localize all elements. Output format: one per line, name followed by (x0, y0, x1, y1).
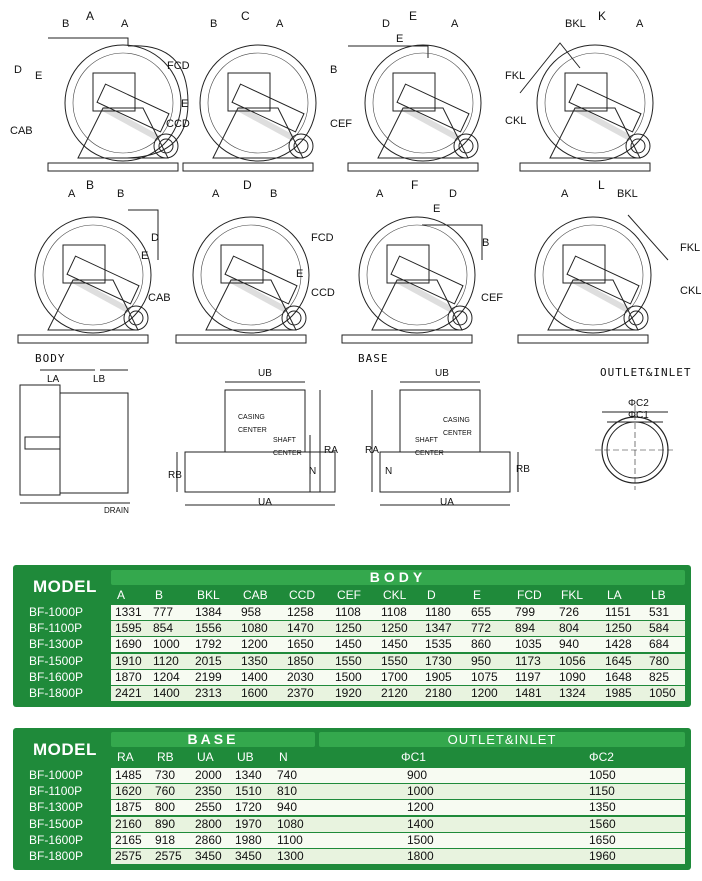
table-cell: 2180 (425, 686, 452, 700)
body-col-header: CKL (383, 588, 407, 602)
body-col-header: D (427, 588, 436, 602)
table-cell: 1428 (605, 637, 632, 652)
dim-c1: ΦC1 (628, 410, 649, 421)
table-cell: 740 (277, 768, 298, 782)
model-cell: BF-1800P (29, 849, 84, 863)
table-cell: 950 (471, 653, 492, 668)
table-cell: 1870 (115, 669, 142, 684)
body-col-header: CAB (243, 588, 268, 602)
dim-a: A (121, 18, 129, 30)
drawing-a (48, 38, 188, 171)
body-table-panel (13, 565, 691, 707)
table-cell-c2: 1050 (589, 768, 616, 782)
table-cell: 1204 (153, 669, 180, 684)
table-cell: 1485 (115, 768, 142, 782)
base-col-header: UA (197, 750, 214, 764)
table-cell: 1151 (605, 605, 631, 619)
table-cell-c1: 1400 (407, 816, 434, 831)
table-cell: 1197 (515, 669, 541, 684)
outlet-title-bar (319, 732, 685, 747)
table-cell-c2: 1560 (589, 816, 616, 831)
base-title-bar (111, 732, 315, 747)
dim-ua-2: UA (440, 497, 454, 508)
body-col-header: A (117, 588, 126, 602)
table-cell: 1250 (335, 621, 362, 636)
table-cell: 1035 (515, 637, 542, 652)
dim-cab-b: CAB (148, 292, 171, 304)
shaft-label-2: SHAFT (415, 437, 438, 444)
body-column-headers (111, 587, 685, 603)
dim-e-b: E (141, 250, 149, 262)
table-cell: 2165 (115, 832, 142, 847)
table-cell: 1331 (115, 605, 142, 619)
table-cell: 1258 (287, 605, 314, 619)
table-cell: 1550 (381, 653, 408, 668)
table-cell: 2350 (195, 784, 222, 799)
table-cell: 1080 (241, 621, 268, 636)
table-row (17, 670, 685, 685)
dim-fcd-d: FCD (311, 232, 334, 244)
table-cell: 1250 (605, 621, 632, 636)
table-cell: 1080 (277, 816, 304, 831)
table-cell: 1450 (381, 637, 408, 652)
body-col-header: FCD (517, 588, 542, 602)
table-cell: 1200 (471, 686, 498, 700)
section-base: BASE (358, 352, 389, 365)
dim-d: D (14, 64, 22, 76)
dim-b-f: B (482, 237, 490, 249)
center-label-1: CENTER (238, 427, 267, 434)
table-cell: 2421 (115, 686, 142, 700)
table-row (17, 817, 685, 832)
dim-e-c: E (181, 98, 189, 110)
model-cell: BF-1000P (29, 768, 84, 782)
table-cell-c1: 1800 (407, 849, 434, 863)
dim-b-d: B (270, 188, 278, 200)
model-cell: BF-1500P (29, 816, 84, 831)
body-col-header: BKL (197, 588, 220, 602)
table-cell-c1: 1000 (407, 784, 434, 799)
table-cell: 1850 (287, 653, 314, 668)
table-cell: 1300 (277, 849, 304, 863)
table-cell: 958 (241, 605, 262, 619)
table-cell: 1120 (153, 653, 179, 668)
dim-rb-2: RB (516, 464, 530, 475)
center-label-2: CENTER (443, 430, 472, 437)
table-cell: 684 (649, 637, 670, 652)
model-cell: BF-1300P (29, 637, 84, 652)
model-cell: BF-1500P (29, 653, 84, 668)
table-cell: 760 (155, 784, 176, 799)
drawing-label-d: D (243, 178, 252, 192)
table-cell: 1550 (335, 653, 362, 668)
drawing-label-e: E (409, 9, 418, 23)
dim-a-k: A (636, 18, 644, 30)
table-cell-c1: 1500 (407, 832, 434, 847)
table-cell: 772 (471, 621, 492, 636)
table-cell: 2199 (195, 669, 222, 684)
table-cell: 800 (155, 800, 176, 815)
base-col-header: RB (157, 750, 174, 764)
table-cell: 1173 (515, 653, 541, 668)
dim-ub-2: UB (435, 368, 449, 379)
casing-label-1: CASING (238, 414, 265, 421)
table-cell: 1985 (605, 686, 632, 700)
table-cell: 2860 (195, 832, 222, 847)
table-cell: 1970 (235, 816, 262, 831)
table-cell: 1400 (153, 686, 180, 700)
section-outlet-inlet: OUTLET&INLET (600, 366, 692, 379)
dim-d-e: D (382, 18, 390, 30)
dim-b-e: B (330, 64, 338, 76)
table-cell: 584 (649, 621, 670, 636)
model-cell: BF-1600P (29, 669, 84, 684)
dim-e: E (35, 70, 43, 82)
table-cell: 2370 (287, 686, 314, 700)
dim-n-1: N (309, 466, 317, 477)
table-cell-c1: 900 (407, 768, 428, 782)
body-title-bar (111, 570, 685, 585)
dim-cab: CAB (10, 125, 33, 137)
base-plan-2 (372, 382, 518, 505)
drawing-label-f: F (411, 178, 419, 192)
dim-d-b: D (151, 232, 159, 244)
casing-label-2: CASING (443, 417, 470, 424)
outlet-col-header: ΦC1 (401, 750, 426, 764)
table-cell: 1620 (115, 784, 142, 799)
body-side-view (20, 370, 130, 503)
dim-cef-f: CEF (481, 292, 503, 304)
center-label-2b: CENTER (415, 450, 444, 457)
dim-bkl: BKL (565, 18, 586, 30)
table-row (17, 654, 685, 669)
table-cell: 1090 (559, 669, 586, 684)
dim-a-e: A (451, 18, 459, 30)
table-cell: 1720 (235, 800, 262, 815)
table-row (17, 849, 685, 864)
dim-ccd-d: CCD (311, 287, 335, 299)
dim-cef: CEF (330, 118, 352, 130)
body-col-header: CEF (337, 588, 361, 602)
table-cell: 2575 (155, 849, 182, 863)
dim-b: B (62, 18, 70, 30)
dim-fkl: FKL (505, 70, 526, 82)
table-cell: 1450 (335, 637, 362, 652)
table-cell: 2313 (195, 686, 222, 700)
table-cell: 1535 (425, 637, 452, 652)
dim-b-c: B (210, 18, 218, 30)
table-cell: 1324 (559, 686, 586, 700)
body-col-header: E (473, 588, 482, 602)
table-cell: 825 (649, 669, 670, 684)
dim-d-f: D (449, 188, 457, 200)
table-cell: 940 (277, 800, 298, 815)
base-title: BASE (187, 731, 239, 747)
dim-la: LA (47, 374, 60, 385)
drawing-label-b: B (86, 178, 95, 192)
drawing-label-c: C (241, 9, 250, 23)
table-cell: 777 (153, 605, 174, 619)
table-cell: 1556 (195, 621, 222, 636)
table-cell: 1108 (335, 605, 361, 619)
model-cell: BF-1600P (29, 832, 84, 847)
dim-a-l: A (561, 188, 569, 200)
dim-e-e: E (396, 33, 404, 45)
table-row (17, 784, 685, 799)
table-cell-c2: 1350 (589, 800, 616, 815)
table-cell: 1645 (605, 653, 632, 668)
table-cell: 1200 (241, 637, 268, 652)
table-cell: 1648 (605, 669, 632, 684)
table-cell: 3450 (195, 849, 222, 863)
table-cell: 804 (559, 621, 580, 636)
table-cell: 1384 (195, 605, 222, 619)
dim-ub-1: UB (258, 368, 272, 379)
table-cell: 1910 (115, 653, 142, 668)
table-row (17, 605, 685, 620)
drawing-label-k: K (598, 9, 607, 23)
table-row (17, 686, 685, 701)
table-cell: 1347 (425, 621, 452, 636)
table-cell: 2800 (195, 816, 222, 831)
table-cell: 2160 (115, 816, 142, 831)
dim-ckl-l: CKL (680, 285, 702, 297)
table-cell: 1050 (649, 686, 676, 700)
table-row (17, 833, 685, 848)
dim-c2: ΦC2 (628, 398, 649, 409)
table-cell: 1340 (235, 768, 262, 782)
dim-ccd: CCD (166, 118, 190, 130)
table-cell: 2550 (195, 800, 222, 815)
table-cell: 3450 (235, 849, 262, 863)
model-cell: BF-1300P (29, 800, 84, 815)
table-cell: 1470 (287, 621, 314, 636)
model-cell: BF-1100P (29, 784, 83, 799)
table-cell: 1730 (425, 653, 452, 668)
table-row (17, 768, 685, 783)
table-row (17, 637, 685, 652)
table-cell: 1875 (115, 800, 142, 815)
outlet-title: OUTLET&INLET (447, 732, 557, 747)
body-title: BODY (369, 569, 427, 585)
table-cell-c2: 1150 (589, 784, 615, 799)
table-cell: 1056 (559, 653, 586, 668)
drawing-e (348, 45, 481, 171)
drawing-f (342, 217, 482, 343)
table-cell: 1100 (277, 832, 303, 847)
table-cell: 1595 (115, 621, 142, 636)
table-cell: 2575 (115, 849, 142, 863)
dim-a-b: A (68, 188, 76, 200)
dim-lb: LB (93, 374, 106, 385)
dim-b-b: B (117, 188, 125, 200)
dim-a-c: A (276, 18, 284, 30)
table-cell: 780 (649, 653, 670, 668)
table-cell-c2: 1960 (589, 849, 616, 863)
table-cell: 2000 (195, 768, 222, 782)
model-cell: BF-1800P (29, 686, 84, 700)
table-cell: 1481 (515, 686, 542, 700)
table-cell: 1400 (241, 669, 268, 684)
table-cell: 1000 (153, 637, 180, 652)
body-col-header: B (155, 588, 164, 602)
base-model-header: MODEL (33, 740, 97, 759)
table-cell: 799 (515, 605, 536, 619)
dim-bkl-l: BKL (617, 188, 638, 200)
body-col-header: FKL (561, 588, 584, 602)
dim-fkl-l: FKL (680, 242, 701, 254)
table-row (17, 800, 685, 815)
table-cell: 940 (559, 637, 580, 652)
table-cell: 726 (559, 605, 580, 619)
dim-e-d: E (296, 268, 304, 280)
body-col-header: CCD (289, 588, 315, 602)
drawing-k (520, 43, 653, 171)
dim-n-2: N (385, 466, 393, 477)
dim-ua-1: UA (258, 497, 272, 508)
base-col-header: UB (237, 750, 254, 764)
table-cell: 894 (515, 621, 536, 636)
table-cell: 1700 (381, 669, 408, 684)
drawing-d (176, 217, 309, 343)
dim-ckl: CKL (505, 115, 527, 127)
dim-a-d: A (212, 188, 220, 200)
dim-e-f: E (433, 203, 441, 215)
table-cell: 2015 (195, 653, 222, 668)
table-cell: 810 (277, 784, 298, 799)
table-cell: 1510 (235, 784, 262, 799)
base-plan-1 (177, 382, 335, 505)
table-cell: 1792 (195, 637, 222, 652)
dim-a-f: A (376, 188, 384, 200)
body-col-header: LA (607, 588, 622, 602)
drawing-label-l: L (598, 178, 605, 192)
base-column-headers (111, 749, 685, 765)
table-cell-c2: 1650 (589, 832, 616, 847)
table-cell: 918 (155, 832, 176, 847)
table-cell: 1980 (235, 832, 262, 847)
body-model-header: MODEL (33, 577, 97, 596)
table-cell: 1350 (241, 653, 268, 668)
table-cell: 2030 (287, 669, 314, 684)
table-cell: 1905 (425, 669, 452, 684)
base-col-header: RA (117, 750, 134, 764)
table-cell: 1690 (115, 637, 142, 652)
table-cell: 1500 (335, 669, 362, 684)
outlet-col-header: ΦC2 (589, 750, 614, 764)
table-cell: 854 (153, 621, 174, 636)
model-cell: BF-1000P (29, 605, 84, 619)
drawing-label-a: A (86, 9, 95, 23)
drawing-b (18, 210, 158, 343)
table-cell: 730 (155, 768, 176, 782)
section-body: BODY (35, 352, 66, 365)
table-cell: 1180 (425, 605, 451, 619)
model-cell: BF-1100P (29, 621, 83, 636)
body-col-header: LB (651, 588, 666, 602)
table-cell-c1: 1200 (407, 800, 434, 815)
shaft-label-1: SHAFT (273, 437, 296, 444)
drawing-c (183, 45, 316, 171)
table-cell: 2120 (381, 686, 408, 700)
dim-ra-2: RA (365, 445, 379, 456)
table-cell: 1108 (381, 605, 407, 619)
drain-label: DRAIN (104, 506, 129, 515)
table-cell: 1600 (241, 686, 268, 700)
table-cell: 860 (471, 637, 492, 652)
center-label-1b: CENTER (273, 450, 302, 457)
dim-ra-1: RA (324, 445, 338, 456)
table-cell: 1250 (381, 621, 408, 636)
base-col-header: N (279, 750, 288, 764)
dim-fcd: FCD (167, 60, 190, 72)
table-cell: 1075 (471, 669, 498, 684)
table-row (17, 621, 685, 636)
table-cell: 890 (155, 816, 176, 831)
table-cell: 531 (649, 605, 670, 619)
table-cell: 655 (471, 605, 492, 619)
base-table-panel (13, 728, 691, 870)
drawing-l (518, 215, 668, 343)
table-cell: 1650 (287, 637, 314, 652)
dim-rb-1: RB (168, 470, 182, 481)
table-cell: 1920 (335, 686, 362, 700)
